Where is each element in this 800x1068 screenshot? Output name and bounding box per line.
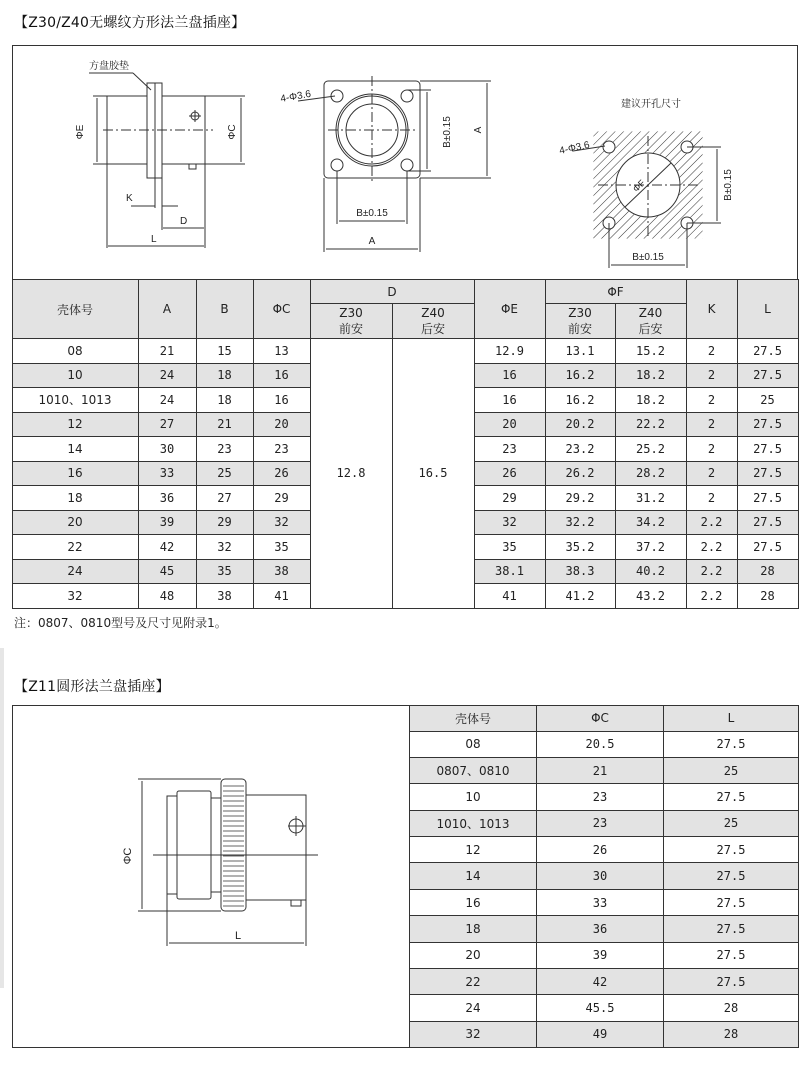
z11-header-shell: 壳体号 xyxy=(410,705,537,731)
cell-a: 27 xyxy=(138,412,196,437)
cell-b: 27 xyxy=(196,486,253,511)
cell-shell: 20 xyxy=(12,510,138,535)
cell-l: 28 xyxy=(737,559,798,584)
z11-cell-shell: 16 xyxy=(410,889,537,915)
z11-cell-shell: 18 xyxy=(410,916,537,942)
z11-drawing xyxy=(13,706,409,1046)
cell-shell: 18 xyxy=(12,486,138,511)
header-f-z30: Z30 前安 xyxy=(545,304,615,339)
table-row xyxy=(12,339,798,364)
cell-e: 23 xyxy=(474,437,545,462)
header-a: A xyxy=(138,280,196,339)
cell-f-z30: 26.2 xyxy=(545,461,615,486)
z11-table-row xyxy=(410,889,799,915)
cell-a: 21 xyxy=(138,339,196,364)
z11-cell-l: 27.5 xyxy=(664,889,799,915)
front-view-drawing xyxy=(298,76,491,252)
cell-c: 16 xyxy=(253,363,310,388)
z11-cell-shell: 22 xyxy=(410,969,537,995)
cell-e: 26 xyxy=(474,461,545,486)
cell-f-z40: 25.2 xyxy=(615,437,686,462)
z11-cell-shell: 0807、0810 xyxy=(410,757,537,783)
dim-b-horiz-label: B±0.15 xyxy=(356,208,388,219)
cell-f-z30: 20.2 xyxy=(545,412,615,437)
cell-f-z40: 28.2 xyxy=(615,461,686,486)
header-c: ΦC xyxy=(253,280,310,339)
cell-f-z30: 16.2 xyxy=(545,363,615,388)
cell-shell: 14 xyxy=(12,437,138,462)
cell-a: 30 xyxy=(138,437,196,462)
z11-table-row xyxy=(410,995,799,1021)
header-l: L xyxy=(737,280,798,339)
z11-cell-l: 27.5 xyxy=(664,837,799,863)
cell-b: 23 xyxy=(196,437,253,462)
cell-e: 41 xyxy=(474,584,545,609)
cell-c: 38 xyxy=(253,559,310,584)
side-strip xyxy=(0,648,4,988)
z11-cell-c: 42 xyxy=(537,969,664,995)
header-k: K xyxy=(686,280,737,339)
cell-f-z30: 13.1 xyxy=(545,339,615,364)
cell-shell: 22 xyxy=(12,535,138,560)
dim-b-vert-label: B±0.15 xyxy=(442,116,453,148)
header-f-z40: Z40 后安 xyxy=(615,304,686,339)
cell-f-z30: 38.3 xyxy=(545,559,615,584)
z11-table-row xyxy=(410,757,799,783)
z11-cell-c: 21 xyxy=(537,757,664,783)
cell-k: 2 xyxy=(686,388,737,413)
cutout-title: 建议开孔尺寸 xyxy=(621,99,681,110)
cell-k: 2 xyxy=(686,486,737,511)
z11-cell-shell: 20 xyxy=(410,942,537,968)
header-f: ΦF xyxy=(545,280,686,304)
cell-c: 23 xyxy=(253,437,310,462)
cell-e: 12.9 xyxy=(474,339,545,364)
cell-c: 41 xyxy=(253,584,310,609)
z11-cell-shell: 08 xyxy=(410,731,537,757)
dim-k-label: K xyxy=(126,193,133,204)
dim-f-label: ΦF xyxy=(630,177,647,194)
z11-cell-l: 27.5 xyxy=(664,969,799,995)
cutout-drawing xyxy=(573,131,721,268)
cell-f-z40: 18.2 xyxy=(615,363,686,388)
header-d: D xyxy=(310,280,474,304)
dim-e-label: ΦE xyxy=(75,124,86,140)
cell-f-z40: 40.2 xyxy=(615,559,686,584)
cell-b: 29 xyxy=(196,510,253,535)
z11-header-l: L xyxy=(664,705,799,731)
z11-table-row xyxy=(410,916,799,942)
cutout-b-horiz-label: B±0.15 xyxy=(632,252,664,263)
cell-b: 21 xyxy=(196,412,253,437)
dim-a-vert-label: A xyxy=(473,126,484,134)
cell-c: 13 xyxy=(253,339,310,364)
cell-a: 36 xyxy=(138,486,196,511)
holes-label: 4-Φ3.6 xyxy=(279,88,312,105)
header-d-z30: Z30 前安 xyxy=(310,304,392,339)
cell-c: 32 xyxy=(253,510,310,535)
cell-c: 26 xyxy=(253,461,310,486)
header-e: ΦE xyxy=(474,280,545,339)
header-b: B xyxy=(196,280,253,339)
cutout-holes-label: 4-Φ3.6 xyxy=(558,139,591,157)
cell-c: 20 xyxy=(253,412,310,437)
z11-table-row xyxy=(410,863,799,889)
cell-a: 45 xyxy=(138,559,196,584)
z11-cell-l: 27.5 xyxy=(664,731,799,757)
cell-shell: 10 xyxy=(12,363,138,388)
section1-frame xyxy=(12,45,798,607)
cell-b: 32 xyxy=(196,535,253,560)
z11-cell-shell: 24 xyxy=(410,995,537,1021)
z11-table-row xyxy=(410,731,799,757)
cell-k: 2.2 xyxy=(686,584,737,609)
section1-note: 注：0807、0810型号及尺寸见附录1。 xyxy=(14,616,227,630)
cell-shell: 12 xyxy=(12,412,138,437)
dim-c-label: ΦC xyxy=(227,124,238,140)
cell-shell: 24 xyxy=(12,559,138,584)
z11-cell-c: 26 xyxy=(537,837,664,863)
cell-shell: 32 xyxy=(12,584,138,609)
z11-cell-c: 36 xyxy=(537,916,664,942)
z11-cell-c: 45.5 xyxy=(537,995,664,1021)
cell-b: 15 xyxy=(196,339,253,364)
cell-l: 25 xyxy=(737,388,798,413)
z11-table-row xyxy=(410,837,799,863)
cell-f-z40: 18.2 xyxy=(615,388,686,413)
cell-l: 27.5 xyxy=(737,461,798,486)
cell-k: 2.2 xyxy=(686,535,737,560)
cell-f-z40: 15.2 xyxy=(615,339,686,364)
cell-b: 18 xyxy=(196,388,253,413)
z11-dim-l-label: L xyxy=(234,930,242,942)
z11-cell-c: 33 xyxy=(537,889,664,915)
cell-f-z40: 22.2 xyxy=(615,412,686,437)
z11-table-row xyxy=(410,810,799,836)
z11-table-row xyxy=(410,942,799,968)
knurl-lines xyxy=(223,786,244,906)
z11-cell-l: 25 xyxy=(664,810,799,836)
cell-f-z30: 16.2 xyxy=(545,388,615,413)
cell-f-z40: 31.2 xyxy=(615,486,686,511)
z11-cell-shell: 10 xyxy=(410,784,537,810)
z11-cell-l: 28 xyxy=(664,1021,799,1047)
cell-a: 24 xyxy=(138,363,196,388)
z11-cell-l: 27.5 xyxy=(664,916,799,942)
z11-cell-shell: 32 xyxy=(410,1021,537,1047)
cell-k: 2 xyxy=(686,412,737,437)
cell-shell: 08 xyxy=(12,339,138,364)
cell-f-z30: 41.2 xyxy=(545,584,615,609)
z11-cell-c: 30 xyxy=(537,863,664,889)
cell-f-z30: 29.2 xyxy=(545,486,615,511)
cell-a: 24 xyxy=(138,388,196,413)
cell-b: 25 xyxy=(196,461,253,486)
cell-k: 2.2 xyxy=(686,510,737,535)
gasket-label: 方盘胶垫 xyxy=(89,61,129,72)
z11-cell-l: 25 xyxy=(664,757,799,783)
cell-a: 42 xyxy=(138,535,196,560)
cell-k: 2 xyxy=(686,437,737,462)
cell-f-z40: 43.2 xyxy=(615,584,686,609)
cell-l: 27.5 xyxy=(737,510,798,535)
z11-cell-l: 27.5 xyxy=(664,784,799,810)
z11-table-row xyxy=(410,1021,799,1047)
cell-f-z30: 35.2 xyxy=(545,535,615,560)
cell-l: 27.5 xyxy=(737,437,798,462)
z11-header-c: ΦC xyxy=(537,705,664,731)
cell-k: 2 xyxy=(686,339,737,364)
cell-f-z40: 37.2 xyxy=(615,535,686,560)
z11-cell-shell: 14 xyxy=(410,863,537,889)
z11-cell-l: 27.5 xyxy=(664,863,799,889)
cell-a: 39 xyxy=(138,510,196,535)
z11-dim-c-label: ΦC xyxy=(122,847,134,865)
cell-b: 35 xyxy=(196,559,253,584)
cell-d-z30: 12.8 xyxy=(310,339,392,609)
cell-l: 28 xyxy=(737,584,798,609)
cell-l: 27.5 xyxy=(737,535,798,560)
z11-table-row xyxy=(410,784,799,810)
section1-table xyxy=(12,279,799,609)
z11-cell-c: 39 xyxy=(537,942,664,968)
section1-title: 【Z30/Z40无螺纹方形法兰盘插座】 xyxy=(14,15,246,31)
cell-b: 38 xyxy=(196,584,253,609)
cell-l: 27.5 xyxy=(737,486,798,511)
dim-a-horiz-label: A xyxy=(368,236,376,247)
cell-k: 2 xyxy=(686,363,737,388)
cell-e: 16 xyxy=(474,388,545,413)
z11-cell-c: 49 xyxy=(537,1021,664,1047)
section2-table xyxy=(409,705,799,1049)
cell-shell: 16 xyxy=(12,461,138,486)
cell-e: 29 xyxy=(474,486,545,511)
z11-cell-c: 23 xyxy=(537,810,664,836)
header-d-z40: Z40 后安 xyxy=(392,304,474,339)
cell-shell: 1010、1013 xyxy=(12,388,138,413)
z11-cell-l: 27.5 xyxy=(664,942,799,968)
cell-e: 35 xyxy=(474,535,545,560)
cell-l: 27.5 xyxy=(737,339,798,364)
cell-f-z30: 32.2 xyxy=(545,510,615,535)
cell-l: 27.5 xyxy=(737,363,798,388)
z11-cell-c: 23 xyxy=(537,784,664,810)
cell-c: 29 xyxy=(253,486,310,511)
cell-k: 2.2 xyxy=(686,559,737,584)
z11-cell-l: 28 xyxy=(664,995,799,1021)
cell-e: 38.1 xyxy=(474,559,545,584)
cell-a: 33 xyxy=(138,461,196,486)
cell-f-z30: 23.2 xyxy=(545,437,615,462)
header-shell: 壳体号 xyxy=(12,280,138,339)
z11-cell-c: 20.5 xyxy=(537,731,664,757)
cell-e: 16 xyxy=(474,363,545,388)
cell-f-z40: 34.2 xyxy=(615,510,686,535)
cutout-b-vert-label: B±0.15 xyxy=(723,169,734,201)
dim-l-label: L xyxy=(151,234,157,245)
cell-c: 35 xyxy=(253,535,310,560)
cell-e: 20 xyxy=(474,412,545,437)
z11-table-row xyxy=(410,969,799,995)
cell-d-z40: 16.5 xyxy=(392,339,474,609)
cell-c: 16 xyxy=(253,388,310,413)
cell-a: 48 xyxy=(138,584,196,609)
cell-e: 32 xyxy=(474,510,545,535)
cell-l: 27.5 xyxy=(737,412,798,437)
side-view-drawing xyxy=(89,73,245,248)
section2-title: 【Z11圆形法兰盘插座】 xyxy=(14,679,170,695)
cell-b: 18 xyxy=(196,363,253,388)
z11-cell-shell: 12 xyxy=(410,837,537,863)
section2-frame xyxy=(12,705,798,1048)
cell-k: 2 xyxy=(686,461,737,486)
z11-cell-shell: 1010、1013 xyxy=(410,810,537,836)
dim-d-label: D xyxy=(180,216,188,227)
section1-drawings xyxy=(13,46,796,280)
